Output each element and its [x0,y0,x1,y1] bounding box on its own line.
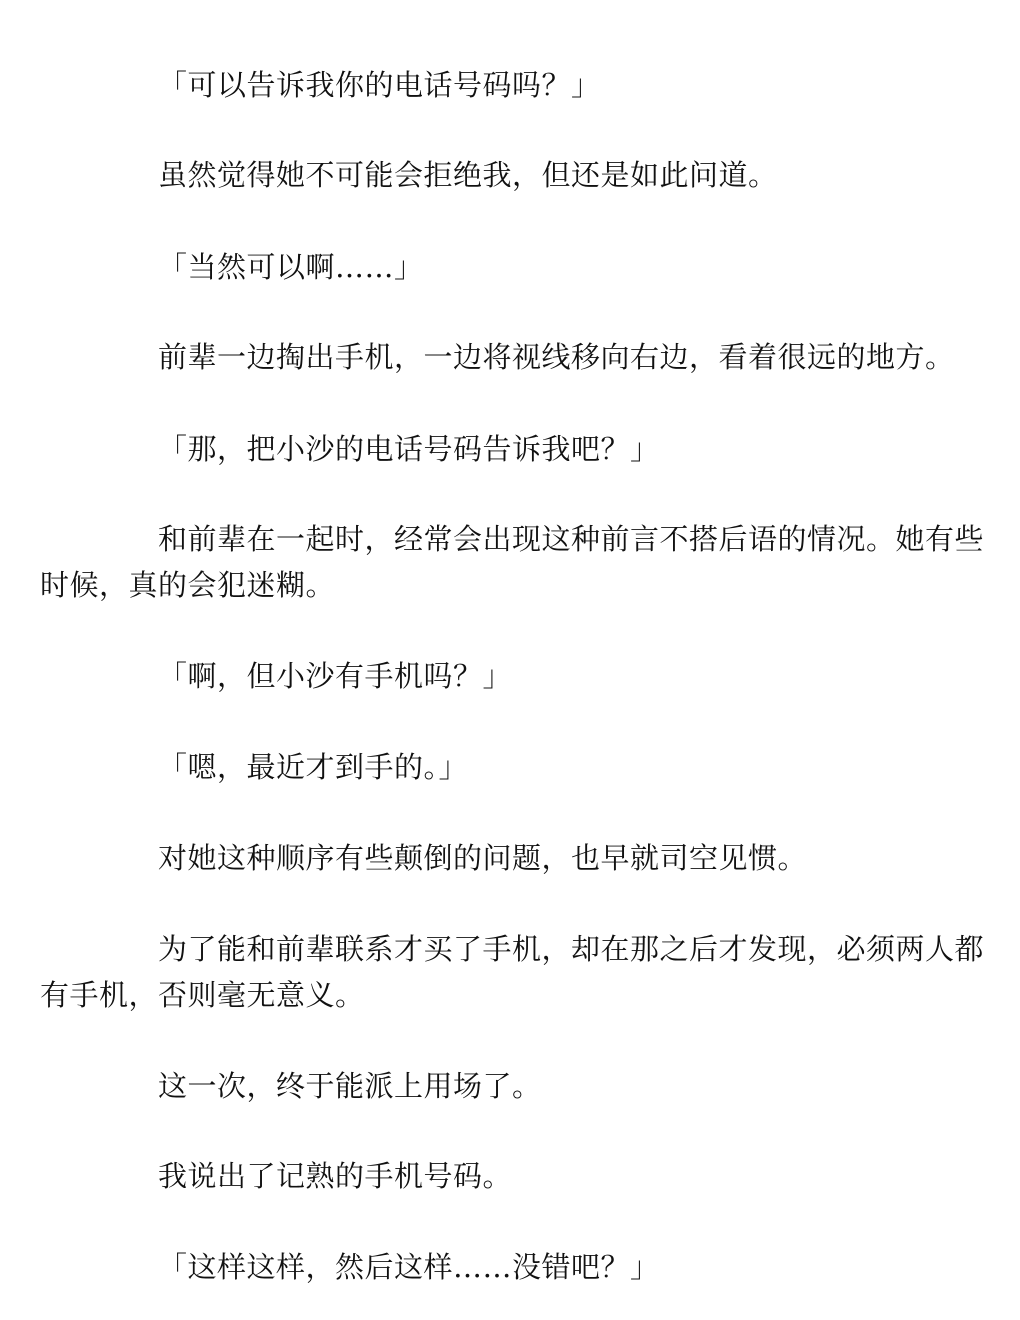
narration-paragraph: 这一次，终于能派上用场了。 [158,1069,542,1103]
narration-paragraph: 我说出了记熟的手机号码。 [158,1159,513,1193]
narration-paragraph: 对她这种顺序有些颠倒的问题，也早就司空见惯。 [158,841,808,875]
document-page [40,0,985,1320]
dialogue-line: 「当然可以啊……」 [158,250,424,284]
dialogue-line: 「那，把小沙的电话号码告诉我吧？」 [158,432,660,466]
narration-paragraph: 前辈一边掏出手机，一边将视线移向右边，看着很远的地方。 [158,340,955,374]
narration-paragraph: 和前辈在一起时，经常会出现这种前言不搭后语的情况。她有些时候，真的会犯迷糊。 [40,522,985,602]
dialogue-line: 「这样这样，然后这样……没错吧？」 [158,1250,660,1284]
dialogue-line: 「嗯，最近才到手的。」 [158,750,469,784]
dialogue-line: 「可以告诉我你的电话号码吗？」 [158,68,601,102]
narration-paragraph: 为了能和前辈联系才买了手机，却在那之后才发现，必须两人都有手机，否则毫无意义。 [40,932,985,1012]
dialogue-line: 「啊，但小沙有手机吗？」 [158,659,513,693]
narration-paragraph: 虽然觉得她不可能会拒绝我，但还是如此问道。 [158,158,778,192]
